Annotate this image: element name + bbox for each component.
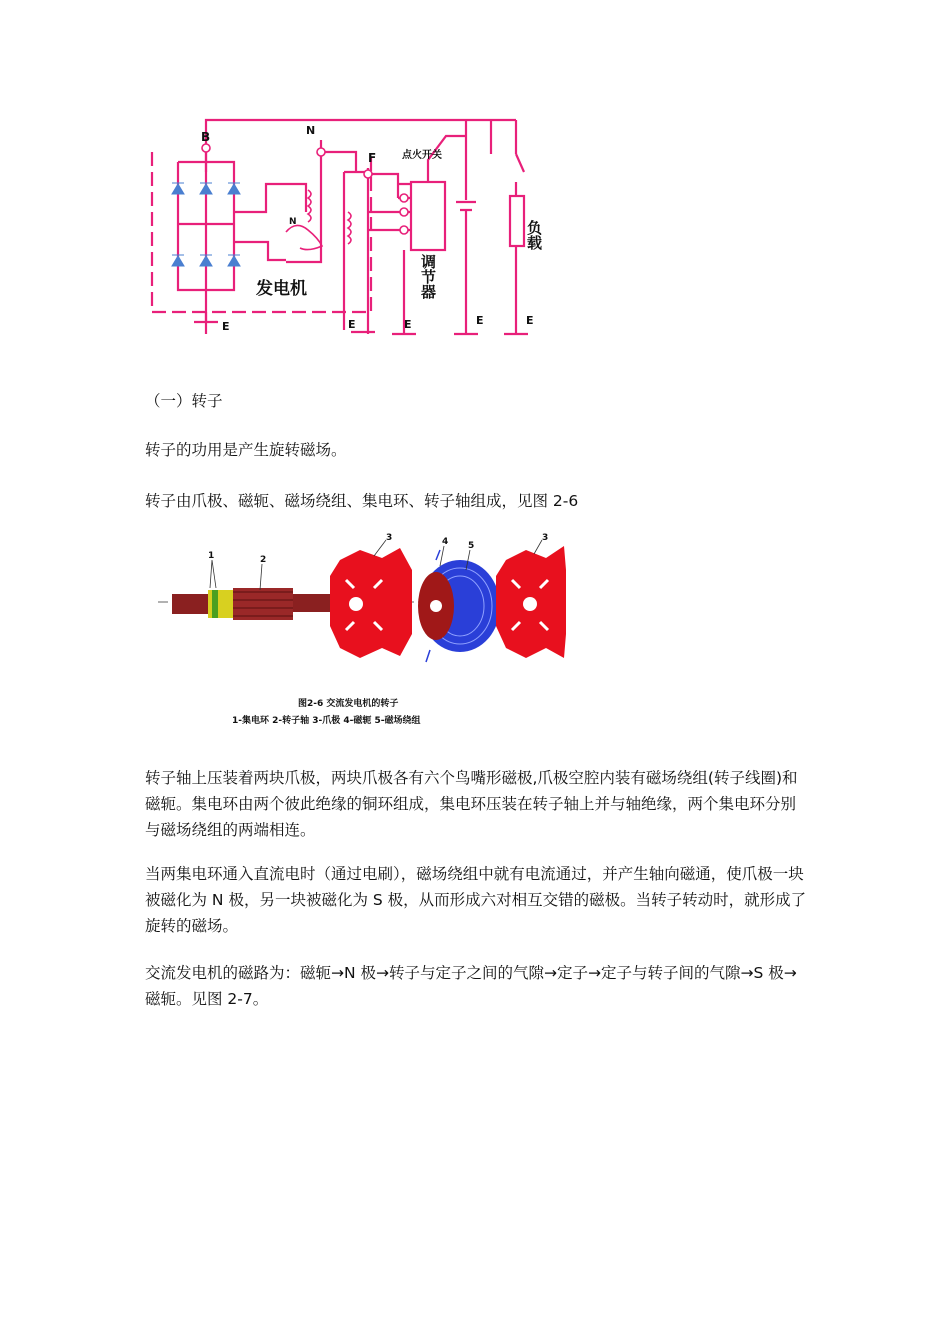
callout-2: 2 — [260, 555, 267, 565]
paragraph-rotor-components: 转子由爪极、磁轭、磁场绕组、集电环、转子轴组成，见图 2-6 — [145, 492, 579, 510]
generator-label: 发电机 — [256, 279, 307, 299]
paragraph-magnetic-circuit: 交流发电机的磁路为：磁轭→N 极→转子与定子之间的气隙→定子→定子与转子间的气隙→S 极→磁轭。见图 2-7。 — [145, 964, 797, 1008]
section-heading: （一）转子 — [145, 392, 223, 410]
field-coil-and-yoke — [418, 550, 500, 662]
paragraph-magnetization: 当两集电环通入直流电时（通过电刷），磁场绕组中就有电流通过，并产生轴向磁通，使爪极一块被磁化为 N 极，另一块被磁化为 S 极，从而形成六对相互交错的磁极。当转子转动时，就形成了旋转的磁场。 — [145, 865, 807, 935]
terminal-n-label: N — [306, 124, 316, 137]
rotor-exploded-figure — [150, 530, 570, 735]
ignition-switch-label: 点火开关 — [402, 150, 442, 161]
terminal-f-label: F — [368, 151, 377, 165]
charging-circuit-diagram — [146, 112, 566, 344]
callout-3-left: 3 — [386, 533, 393, 543]
ground-e-label-4: E — [476, 314, 484, 327]
ground-e-label-3: E — [404, 318, 412, 331]
callout-1: 1 — [208, 551, 215, 561]
rotor-shaft — [172, 588, 333, 620]
stator-n-label: N — [289, 217, 297, 227]
load-label: 负载 — [525, 220, 543, 250]
figure-caption-title: 图2-6 交流发电机的转子 — [298, 699, 399, 709]
callout-5: 5 — [468, 541, 475, 551]
ground-e-label-2: E — [348, 318, 356, 331]
figure-caption-legend: 1-集电环 2-转子轴 3-爪极 4-磁轭 5-磁场绕组 — [232, 716, 421, 726]
callout-3-right: 3 — [542, 533, 549, 543]
ground-e-label-1: E — [222, 320, 230, 333]
paragraph-rotor-structure: 转子轴上压装着两块爪极，两块爪极各有六个鸟嘴形磁极,爪极空腔内装有磁场绕组(转子线圈)和磁轭。集电环由两个彼此绝缘的铜环组成，集电环压装在转子轴上并与轴绝缘，两个集电环分别与磁场绕组的两端相连。 — [145, 769, 798, 839]
regulator-label: 调节器 — [419, 254, 437, 299]
paragraph-rotor-function: 转子的功用是产生旋转磁场。 — [145, 441, 347, 459]
callout-4: 4 — [442, 537, 449, 547]
claw-pole-left — [330, 548, 412, 658]
claw-pole-right — [496, 546, 566, 658]
terminal-b-label: B — [201, 130, 211, 144]
ground-e-label-5: E — [526, 314, 534, 327]
